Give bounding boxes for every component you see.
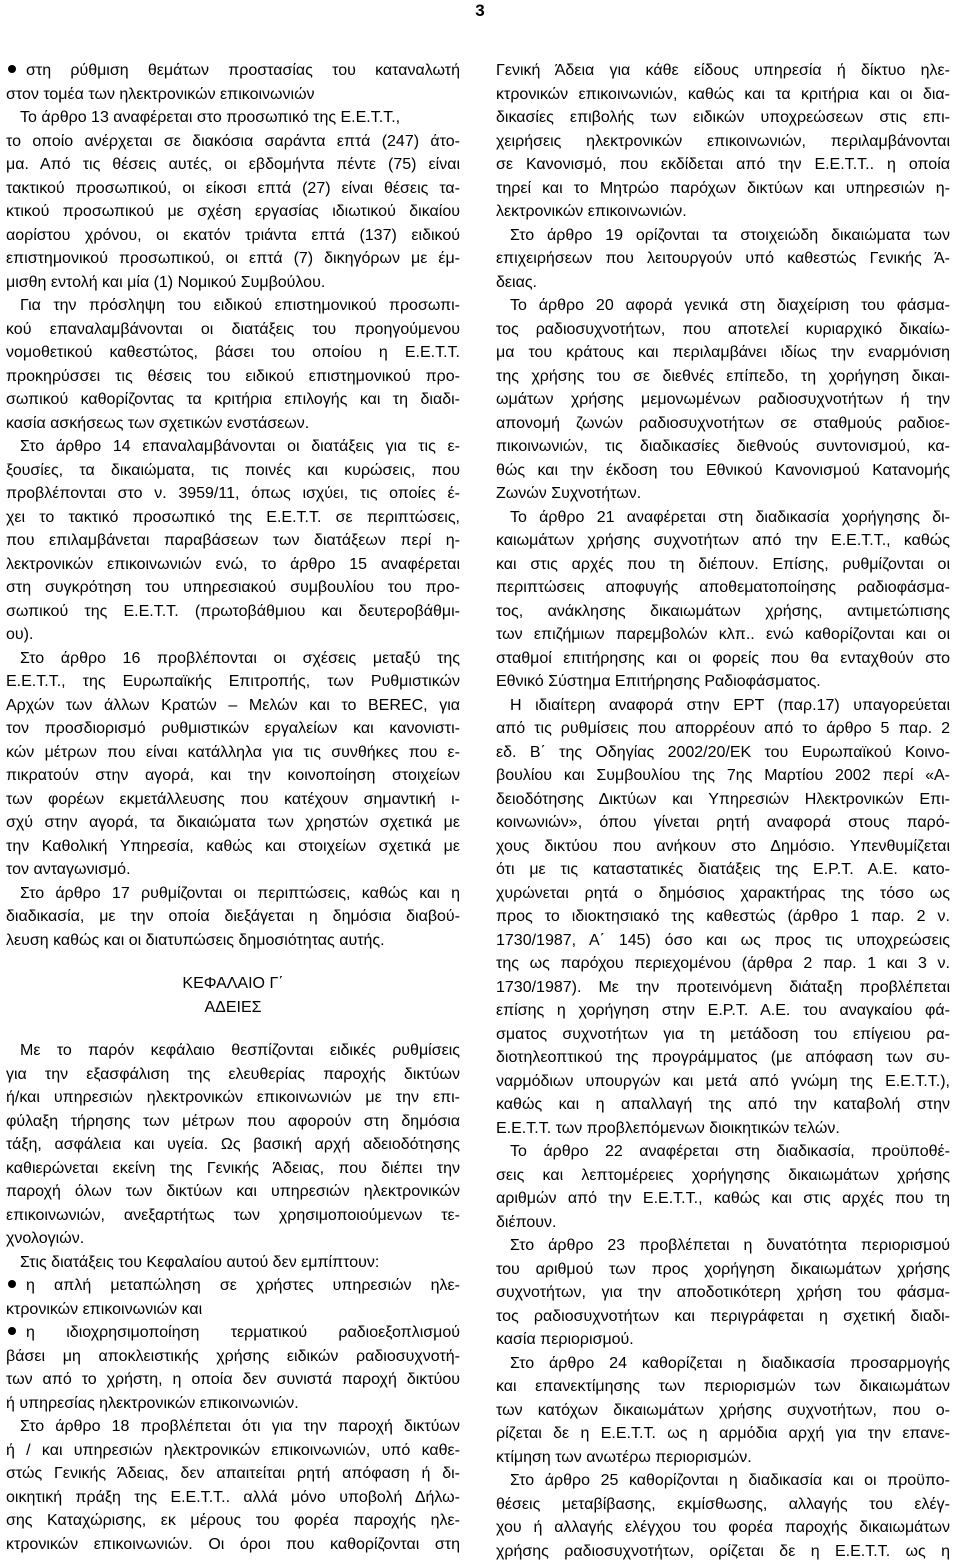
line-text: κτρονικών επικοινωνιών. Οι όροι που καθορίζονται στη <box>6 1536 460 1553</box>
line-text: Στο άρθρο 24 καθορίζεται η διαδικασία προσαρμογής <box>510 1355 950 1372</box>
line-text: 1730/1987, Α΄ 145) όσο και ως προς τις υποχρεώσεις <box>496 932 950 949</box>
line-text: ρίζεται δε η Ε.Ε.Τ.Τ. ως η αρμόδια αρχή για την επανε- <box>496 1425 950 1442</box>
line-text: στώς Γενικής Άδειας, δεν απαιτείται ρητή απόφαση ή δι- <box>6 1465 460 1482</box>
text-line <box>6 1509 460 1533</box>
line-text: καθώς και η απαλλαγή της από την καταβολή στην <box>496 1096 950 1113</box>
section-spacer <box>6 1019 460 1039</box>
text-line <box>496 388 950 412</box>
line-text: σε Κανονισμό, που εκδίδεται από την Ε.Ε.Τ.Τ.. η οποία <box>496 156 950 173</box>
line-text: χου ή αλλαγής ελέγχου του φορέα παροχής δικαιωμάτων <box>496 1519 950 1536</box>
line-text: συχνοτήτων, για την αποδοτικότερη χρήση του φάσμα- <box>496 1284 950 1301</box>
text-line <box>496 1375 950 1399</box>
line-text: ΑΔΕΙΕΣ <box>204 999 261 1016</box>
text-line <box>6 1368 460 1392</box>
text-line <box>496 1328 950 1352</box>
bullet-icon <box>8 1280 16 1288</box>
text-line <box>496 741 950 765</box>
text-line <box>496 929 950 953</box>
line-text: καθιερώνεται εκείνη της Γενικής Άδειας, που διέπει την <box>6 1160 460 1177</box>
text-line <box>496 1117 950 1141</box>
text-line <box>496 1305 950 1329</box>
text-line <box>496 882 950 906</box>
text-line <box>6 83 460 107</box>
line-text: του αριθμού των προς χορήγηση δικαιωμάτων χρήσης <box>496 1261 950 1278</box>
line-text: Εθνικό Σύστημα Επιτήρησης Ραδιοφάσματος. <box>496 673 821 690</box>
text-line <box>6 435 460 459</box>
line-text: αριθμών από την Ε.Ε.Τ.Τ., καθώς και στις αρχές που τη <box>496 1190 950 1207</box>
line-text: μα. Από τις θέσεις αυτές, οι εβδομήντα πέντε (75) είναι <box>6 156 460 173</box>
line-text: απονομή ζωνών ραδιοσυχνοτήτων σε σταθμούς ραδιοε- <box>496 415 950 432</box>
line-text: κοινωνιών», όπου γίνεται ρητή αναφορά στους παρό- <box>496 814 950 831</box>
line-text: Το άρθρο 21 αναφέρεται στη διαδικασία χορήγησης δι- <box>510 509 950 526</box>
line-text: θέσεις μεταβίβασης, εκμίσθωσης, αλλαγής του ελέγ- <box>496 1496 950 1513</box>
text-line <box>496 1469 950 1493</box>
line-text: Για την πρόσληψη του ειδικού επιστημονικού προσωπι- <box>20 297 460 314</box>
text-line <box>6 1486 460 1510</box>
line-text: των φορέων εκμετάλλευσης που κατέχουν σημαντική ι- <box>6 791 460 808</box>
line-text: νομοθετικού καθεστώτος, βάσει του οποίου η Ε.Ε.Τ.Τ. <box>6 344 460 361</box>
line-text: επίσης η χορήγηση στην Ε.Ρ.Τ. Α.Ε. του αναγκαίου φά- <box>496 1002 950 1019</box>
text-line <box>6 200 460 224</box>
text-line <box>496 529 950 553</box>
text-line <box>496 1023 950 1047</box>
line-text: για την εξασφάλιση της ελευθερίας παροχής δικτύων <box>6 1066 460 1083</box>
text-line <box>6 1039 460 1063</box>
text-line <box>496 59 950 83</box>
line-text: το οποίο ανέρχεται σε διακόσια σαράντα επτά (247) άτο- <box>6 133 460 150</box>
text-line <box>6 247 460 271</box>
text-line <box>496 764 950 788</box>
text-line <box>6 365 460 389</box>
line-text: αορίστου χρόνου, οι εκατόν τριάντα επτά (137) ειδικού <box>6 227 460 244</box>
line-text: χνολογιών. <box>6 1230 84 1247</box>
line-text: Αρχών των άλλων Κρατών – Μελών και το BEREC, για <box>6 697 460 714</box>
bullet-icon <box>8 65 16 73</box>
line-text: τον ανταγωνισμό. <box>6 861 131 878</box>
line-text: που επιλαμβάνεται παραβάσεων των διατάξεων περί η- <box>6 532 460 549</box>
line-text: Η ιδιαίτερη αναφορά στην ΕΡΤ (παρ.17) υπαγορεύεται <box>510 697 950 714</box>
text-line <box>496 365 950 389</box>
section-spacer <box>6 952 460 972</box>
text-line <box>496 976 950 1000</box>
line-text: διαδικασία, με την οποία διεξάγεται η δημόσια διαβού- <box>6 908 460 925</box>
line-text: χους δικτύου που ανήκουν στο Δημόσιο. Υπενθυμίζεται <box>496 838 950 855</box>
line-text: Το άρθρο 20 αφορά γενικά στη διαχείριση του φάσμα- <box>510 297 950 314</box>
line-text: Στο άρθρο 25 καθορίζονται η διαδικασία και οι προϋπο- <box>510 1472 950 1489</box>
line-text: φύλαξη τήρησης των μέτρων που αφορούν στη δημόσια <box>6 1113 460 1130</box>
text-line <box>496 1258 950 1282</box>
text-line <box>6 506 460 530</box>
line-text: και επανεκτίμησης των περιορισμών των δικαιωμάτων <box>496 1378 950 1395</box>
line-text: των επιζήμιων παρεμβολών κλπ.. ενώ καθορίζονται και οι <box>496 626 950 643</box>
line-text: κασία περιορισμού. <box>496 1331 634 1348</box>
line-text: μισθη εντολή και μία (1) Νομικού Συμβούλου. <box>6 274 325 291</box>
text-line <box>6 341 460 365</box>
line-text: δειας. <box>496 274 537 291</box>
line-text: σματος συχνοτήτων για τη μετάδοση του επίγειου ρα- <box>496 1026 950 1043</box>
text-line <box>496 459 950 483</box>
line-text: λευση καθώς και οι διατυπώσεις δημοσιότητας αυτής. <box>6 932 385 949</box>
line-text: θώς και την έκδοση του Εθνικού Κανονισμού Κατανομής <box>496 462 950 479</box>
line-text: προβλέπονται στο ν. 3959/11, όπως ισχύει, τις οποίες έ- <box>6 485 460 502</box>
line-text: από τις ρυθμίσεις που απορρέουν από το άρθρο 5 παρ. 2 <box>496 720 950 737</box>
text-line <box>496 1140 950 1164</box>
line-text: Το άρθρο 22 αναφέρεται στη διαδικασία, προϋποθέ- <box>510 1143 950 1160</box>
bullet-text-line <box>6 1274 460 1298</box>
line-text: παροχή όλων των δικτύων και υπηρεσιών ηλεκτρονικών <box>6 1183 460 1200</box>
text-line <box>496 1211 950 1235</box>
text-line <box>496 1422 950 1446</box>
text-line <box>6 130 460 154</box>
line-text: στη συγκρότηση του υπηρεσιακού συμβουλίου του προ- <box>6 579 460 596</box>
text-line <box>496 153 950 177</box>
line-text: κτρονικών επικοινωνιών, καθώς και τα κριτήρια και οι δια- <box>496 86 950 103</box>
line-text: τον προσδιορισμό ρυθμιστικών εργαλείων και κανονιστι- <box>6 720 460 737</box>
text-line <box>496 717 950 741</box>
text-line <box>496 200 950 224</box>
text-line <box>496 694 950 718</box>
text-line <box>6 1157 460 1181</box>
line-text: δικασίες επιβολής των ειδικών υποχρεώσεων στις επι- <box>496 109 950 126</box>
line-text: δειοδότησης Δικτύων και Υπηρεσιών Ηλεκτρονικών Επι- <box>496 791 950 808</box>
text-line <box>6 529 460 553</box>
text-line <box>496 1493 950 1517</box>
line-text: ή υπηρεσίας ηλεκτρονικών επικοινωνιών. <box>6 1395 299 1412</box>
chapter-heading-line <box>6 972 460 996</box>
text-line <box>6 1298 460 1322</box>
text-line <box>6 717 460 741</box>
text-line <box>6 858 460 882</box>
text-line <box>496 83 950 107</box>
text-line <box>496 247 950 271</box>
text-line <box>6 153 460 177</box>
text-line <box>6 318 460 342</box>
text-line <box>496 318 950 342</box>
text-line <box>6 177 460 201</box>
line-text: Στο άρθρο 19 ορίζονται τα στοιχειώδη δικαιώματα των <box>510 227 950 244</box>
text-line <box>496 1516 950 1540</box>
text-line <box>6 388 460 412</box>
text-line <box>496 600 950 624</box>
line-text: επιχειρήσεων που λειτουργούν υπό καθεστώς Γενικής Ά- <box>496 250 950 267</box>
line-text: σταθμοί επιτήρησης και οι φορείς που θα ενταχθούν στο <box>496 650 950 667</box>
line-text: λεκτρονικών επικοινωνιών ενώ, το άρθρο 15 αναφέρεται <box>6 556 460 573</box>
text-line <box>496 835 950 859</box>
text-line <box>496 294 950 318</box>
text-line <box>6 905 460 929</box>
line-text: προκηρύσσει τις θέσεις του ειδικού επιστημονικού προ- <box>6 368 460 385</box>
text-line <box>6 1180 460 1204</box>
text-line <box>496 1164 950 1188</box>
line-text: καιωμάτων χρήσης συχνοτήτων από την Ε.Ε.Τ.Τ., καθώς <box>496 532 950 549</box>
line-text: χρήσης ραδιοσυχνοτήτων, ορίζεται δε η Ε.Ε.Τ.Τ. ως η <box>496 1543 950 1560</box>
line-text: ξουσίες, τα δικαιώματα, τις ποινές και κυρώσεις, που <box>6 462 460 479</box>
line-text: ότι με τις καταστατικές διατάξεις της Ε.Ρ.Τ. Α.Ε. κατο- <box>496 861 950 878</box>
text-line <box>6 271 460 295</box>
line-text: προς το ιδιοκτησιακό της καθεστώς (άρθρο 1 παρ. 2 ν. <box>496 908 950 925</box>
line-text: ή / και υπηρεσιών ηλεκτρονικών επικοινωνιών, υπό καθε- <box>6 1442 460 1459</box>
bullet-text-line <box>6 1321 460 1345</box>
text-line <box>496 224 950 248</box>
text-line <box>6 694 460 718</box>
line-text: της χρήσης του σε διεθνές επίπεδο, τη χορήγηση δικαι- <box>496 368 950 385</box>
line-text: χει το τακτικό προσωπικό της Ε.Ε.Τ.Τ. σε περιπτώσεις, <box>6 509 460 526</box>
text-line <box>6 1533 460 1557</box>
line-text: Γενική Άδεια για κάθε είδους υπηρεσία ή δίκτυο ηλε- <box>496 62 950 79</box>
line-text: ή/και υπηρεσιών ηλεκτρονικών επικοινωνιών με την επι- <box>6 1089 460 1106</box>
text-line <box>496 905 950 929</box>
text-line <box>6 882 460 906</box>
line-text: ναρμόδιων υπουργών και μετά από γνώμη της Ε.Ε.Τ.Τ.), <box>496 1073 950 1090</box>
line-text: Το άρθρο 13 αναφέρεται στο προσωπικό της Ε.Ε.Τ.Τ., <box>20 109 400 126</box>
text-line <box>6 553 460 577</box>
text-line <box>6 1392 460 1416</box>
line-text: στον τομέα των ηλεκτρονικών επικοινωνιών <box>6 86 315 103</box>
text-line <box>496 788 950 812</box>
line-text: Στο άρθρο 18 προβλέπεται ότι για την παροχή δικτύων <box>20 1418 460 1435</box>
text-line <box>496 177 950 201</box>
line-text: και στις αρχές που τη διέπουν. Επίσης, ρυθμίζονται οι <box>496 556 950 573</box>
line-text: Στο άρθρο 16 προβλέπονται οι σχέσεις μεταξύ της <box>20 650 460 667</box>
line-text: τακτικού προσωπικού, οι είκοσι επτά (27) είναι θέσεις τα- <box>6 180 460 197</box>
text-line <box>496 858 950 882</box>
text-line <box>496 647 950 671</box>
text-line <box>496 1187 950 1211</box>
text-line <box>496 1352 950 1376</box>
text-line <box>6 811 460 835</box>
line-text: χειρήσεις ηλεκτρονικών επικοινωνιών, περιλαμβάνονται <box>496 133 950 150</box>
text-line <box>6 482 460 506</box>
text-line <box>6 576 460 600</box>
text-line <box>6 1063 460 1087</box>
line-text: τος ραδιοσυχνοτήτων και περιγράφεται η σχετική διαδι- <box>496 1308 950 1325</box>
line-text: Με το παρόν κεφάλαιο θεσπίζονται ειδικές ρυθμίσεις <box>20 1042 460 1059</box>
text-line <box>6 1462 460 1486</box>
text-line <box>6 412 460 436</box>
text-line <box>496 623 950 647</box>
line-text: τάξη, ασφάλεια και υγεία. Ως βασική αρχή αδειοδότησης <box>6 1136 460 1153</box>
text-line <box>496 1399 950 1423</box>
text-line <box>496 576 950 600</box>
line-text: περιπτώσεις αποφυγής αποθεματοποίησης ραδιοφάσμα- <box>496 579 950 596</box>
text-line <box>496 435 950 459</box>
text-line <box>496 341 950 365</box>
text-line <box>496 1070 950 1094</box>
line-text: εδ. Β΄ της Οδηγίας 2002/20/ΕΚ του Ευρωπαϊκού Κοινο- <box>496 744 950 761</box>
text-line <box>6 1204 460 1228</box>
text-line <box>496 130 950 154</box>
text-line <box>6 764 460 788</box>
line-text: σης Καταχώρισης, εκ μέρους του φορέα παροχής ηλε- <box>6 1512 460 1529</box>
text-line <box>6 1133 460 1157</box>
line-text: χυρώνεται ρητά ο δημόσιος χαρακτήρας της τόσο ως <box>496 885 950 902</box>
line-text: διοτηλεοπτικού της προγράμματος (με απόφαση των συ- <box>496 1049 950 1066</box>
text-line <box>496 1234 950 1258</box>
line-text: τος, ανάκλησης δικαιωμάτων χρήσης, αντιμετώπισης <box>496 603 950 620</box>
line-text: Στο άρθρο 14 επαναλαμβάνονται οι διατάξεις για τις ε- <box>20 438 460 455</box>
line-text: λεκτρονικών επικοινωνιών. <box>496 203 687 220</box>
line-text: πικρατούν στην αγορά, και την κοινοποίηση στοιχείων <box>6 767 460 784</box>
line-text: επιστημονικού προσωπικού, οι επτά (7) δικηγόρων με έμ- <box>6 250 460 267</box>
text-line <box>6 623 460 647</box>
text-line <box>6 647 460 671</box>
text-line <box>496 811 950 835</box>
text-line <box>6 106 460 130</box>
line-text: οικητική πράξη της Ε.Ε.Τ.Τ.. αλλά μόνο υποβολή Δήλω- <box>6 1489 460 1506</box>
text-line <box>496 482 950 506</box>
text-line <box>496 553 950 577</box>
line-text: των κατόχων δικαιωμάτων χρήσης συχνοτήτων, που ο- <box>496 1402 950 1419</box>
line-text: κτίμηση των ανωτέρω περιορισμών. <box>496 1449 752 1466</box>
line-text: Ε.Ε.Τ.Τ. των προβλεπόμενων διοικητικών τελών. <box>496 1120 840 1137</box>
text-line <box>6 1251 460 1275</box>
text-line <box>6 459 460 483</box>
line-text: τηρεί και το Μητρώο παρόχων δικτύων και υπηρεσιών η- <box>496 180 950 197</box>
line-text: των από το χρήστη, η οποία δεν συνιστά παροχή δικτύου <box>6 1371 460 1388</box>
line-text: Στο άρθρο 17 ρυθμίζονται οι περιπτώσεις, καθώς και η <box>20 885 460 902</box>
text-line <box>6 1345 460 1369</box>
text-line <box>6 929 460 953</box>
line-text: την Καθολική Υπηρεσία, καθώς και στοιχείων σχετικά με <box>6 838 460 855</box>
line-text: κτικού προσωπικού με σχέση εργασίας ιδιωτικού δικαίου <box>6 203 460 220</box>
right-text-column <box>496 59 950 1563</box>
line-text: μα του κράτους και περιλαμβάνει ιδίως την εναρμόνιση <box>496 344 950 361</box>
line-text: τος ραδιοσυχνοτήτων, που αποτελεί κυριαρχικό δικαίω- <box>496 321 950 338</box>
text-line <box>6 1110 460 1134</box>
line-text: πικοινωνιών, τις διαδικασίες διεθνούς συντονισμού, κα- <box>496 438 950 455</box>
line-text: 1730/1987). Με την προτεινόμενη διάταξη προβλέπεται <box>496 979 950 996</box>
line-text: κών μέτρων που είναι κατάλληλα για τις συνθήκες που ε- <box>6 744 460 761</box>
text-line <box>496 1046 950 1070</box>
text-line <box>496 670 950 694</box>
chapter-heading-line <box>6 996 460 1020</box>
text-line <box>6 1086 460 1110</box>
text-line <box>6 1415 460 1439</box>
line-text: ΚΕΦΑΛΑΙΟ Γ΄ <box>182 975 283 992</box>
page-number: 3 <box>468 0 492 22</box>
line-text: σωπικού καθορίζοντας τα κριτήρια επιλογής και τη διαδι- <box>6 391 460 408</box>
text-line <box>6 600 460 624</box>
line-text: ωμάτων χρήσης μεμονωμένων ραδιοσυχνοτήτων ή την <box>496 391 950 408</box>
line-text: κασία ασκήσεως των σχετικών ενστάσεων. <box>6 415 309 432</box>
line-text: στη ρύθμιση θεμάτων προστασίας του καταναλωτή <box>26 62 460 79</box>
line-text: Στο άρθρο 23 προβλέπεται η δυνατότητα περιορισμού <box>510 1237 950 1254</box>
text-line <box>496 1093 950 1117</box>
text-line <box>496 106 950 130</box>
line-text: ου). <box>6 626 33 643</box>
line-text: Ε.Ε.Τ.Τ., της Ευρωπαϊκής Επιτροπής, των Ρυθμιστικών <box>6 673 460 690</box>
line-text: επικοινωνιών, ανεξαρτήτως των χρησιμοποιούμενων τε- <box>6 1207 460 1224</box>
line-text: σωπικού της Ε.Ε.Τ.Τ. (πρωτοβάθμιου και δευτεροβάθμι- <box>6 603 460 620</box>
text-line <box>6 1227 460 1251</box>
line-text: σχύ στην αγορά, τα δικαιώματα των χρηστών σχετικά με <box>6 814 460 831</box>
line-text: κτρονικών επικοινωνιών και <box>6 1301 202 1318</box>
text-line <box>6 788 460 812</box>
line-text: βουλίου και Συμβουλίου της 7ης Μαρτίου 2002 περί «Α- <box>496 767 950 784</box>
text-line <box>496 271 950 295</box>
text-line <box>6 835 460 859</box>
text-line <box>6 294 460 318</box>
line-text: βάσει μη αποκλειστικής χρήσης ειδικών ραδιοσυχνοτή- <box>6 1348 460 1365</box>
line-text: Στις διατάξεις του Κεφαλαίου αυτού δεν εμπίπτουν: <box>20 1254 379 1271</box>
left-text-column <box>6 59 460 1556</box>
text-line <box>496 952 950 976</box>
line-text: κού επαναλαμβάνονται οι διατάξεις του προηγούμενου <box>6 321 460 338</box>
bullet-text-line <box>6 59 460 83</box>
line-text: Ζωνών Συχνοτήτων. <box>496 485 641 502</box>
line-text: διέπουν. <box>496 1214 557 1231</box>
text-line <box>6 224 460 248</box>
bullet-icon <box>8 1327 16 1335</box>
text-line <box>496 999 950 1023</box>
text-line <box>496 1446 950 1470</box>
text-line <box>6 1439 460 1463</box>
line-text: η απλή μεταπώληση σε χρήστες υπηρεσιών ηλε- <box>26 1277 460 1294</box>
text-line <box>496 1281 950 1305</box>
text-line <box>496 412 950 436</box>
text-line <box>6 670 460 694</box>
line-text: σεις και λεπτομέρειες χορήγησης δικαιωμάτων χρήσης <box>496 1167 950 1184</box>
line-text: της ως παρόχου περιεχομένου (άρθρα 2 παρ. 1 και 3 ν. <box>496 955 950 972</box>
text-line <box>496 1540 950 1563</box>
text-line <box>6 741 460 765</box>
line-text: η ιδιοχρησιμοποίηση τερματικού ραδιοεξοπλισμού <box>26 1324 460 1341</box>
text-line <box>496 506 950 530</box>
